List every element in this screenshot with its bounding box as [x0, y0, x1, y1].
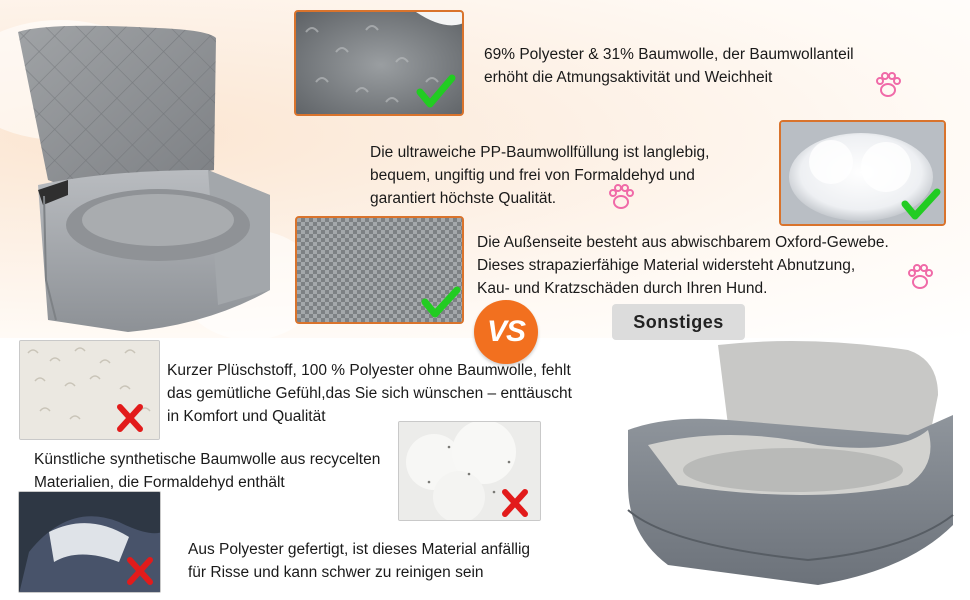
oxford-fabric-thumbnail: [295, 216, 464, 324]
paw-icon: [905, 262, 935, 292]
text-line: Künstliche synthetische Baumwolle aus recycelten: [34, 451, 381, 468]
text-line: Materialien, die Formaldehyd enthält: [34, 474, 285, 491]
short-plush-thumbnail: [19, 340, 160, 440]
feature-text-outer: [477, 231, 889, 300]
text-line: in Komfort und Qualität: [167, 408, 326, 425]
plush-fabric-thumbnail: [294, 10, 464, 116]
others-text-plush: [167, 359, 572, 428]
text-line: Kau- und Kratzschäden durch Ihren Hund.: [477, 280, 768, 297]
text-line: Aus Polyester gefertigt, ist dieses Material anfällig: [188, 541, 531, 558]
paw-icon: [606, 182, 636, 212]
product-image-other-bed: [608, 335, 968, 595]
others-text-polyester: [188, 538, 530, 584]
synthetic-cotton-thumbnail: [398, 421, 541, 521]
text-line: Die ultraweiche PP-Baumwollfüllung ist langlebig,: [370, 144, 710, 161]
cotton-filling-thumbnail: [779, 120, 946, 226]
text-line: bequem, ungiftig und frei von Formaldehyd und: [370, 167, 695, 184]
text-line: das gemütliche Gefühl,das Sie sich wünschen – enttäuscht: [167, 385, 572, 402]
product-image-car-seat-bed: [8, 20, 278, 340]
paw-icon: [873, 70, 903, 100]
text-line: Die Außenseite besteht aus abwischbarem Oxford-Gewebe.: [477, 234, 889, 251]
text-line: Dieses strapazierfähige Material widersteht Abnutzung,: [477, 257, 856, 274]
others-text-cotton: [34, 448, 380, 494]
text-line: für Risse und kann schwer zu reinigen sein: [188, 564, 484, 581]
text-line: Kurzer Plüschstoff, 100 % Polyester ohne Baumwolle, fehlt: [167, 362, 571, 379]
feature-text-filling: [370, 141, 709, 210]
text-line: 69% Polyester & 31% Baumwolle, der Baumwollanteil: [484, 46, 854, 63]
others-label: Sonstiges: [612, 304, 745, 340]
text-line: garantiert höchste Qualität.: [370, 190, 557, 207]
text-line: erhöht die Atmungsaktivität und Weichheit: [484, 69, 773, 86]
polyester-fabric-thumbnail: [18, 491, 161, 593]
vs-badge: VS: [474, 300, 538, 364]
feature-text-fabric: [484, 43, 854, 89]
